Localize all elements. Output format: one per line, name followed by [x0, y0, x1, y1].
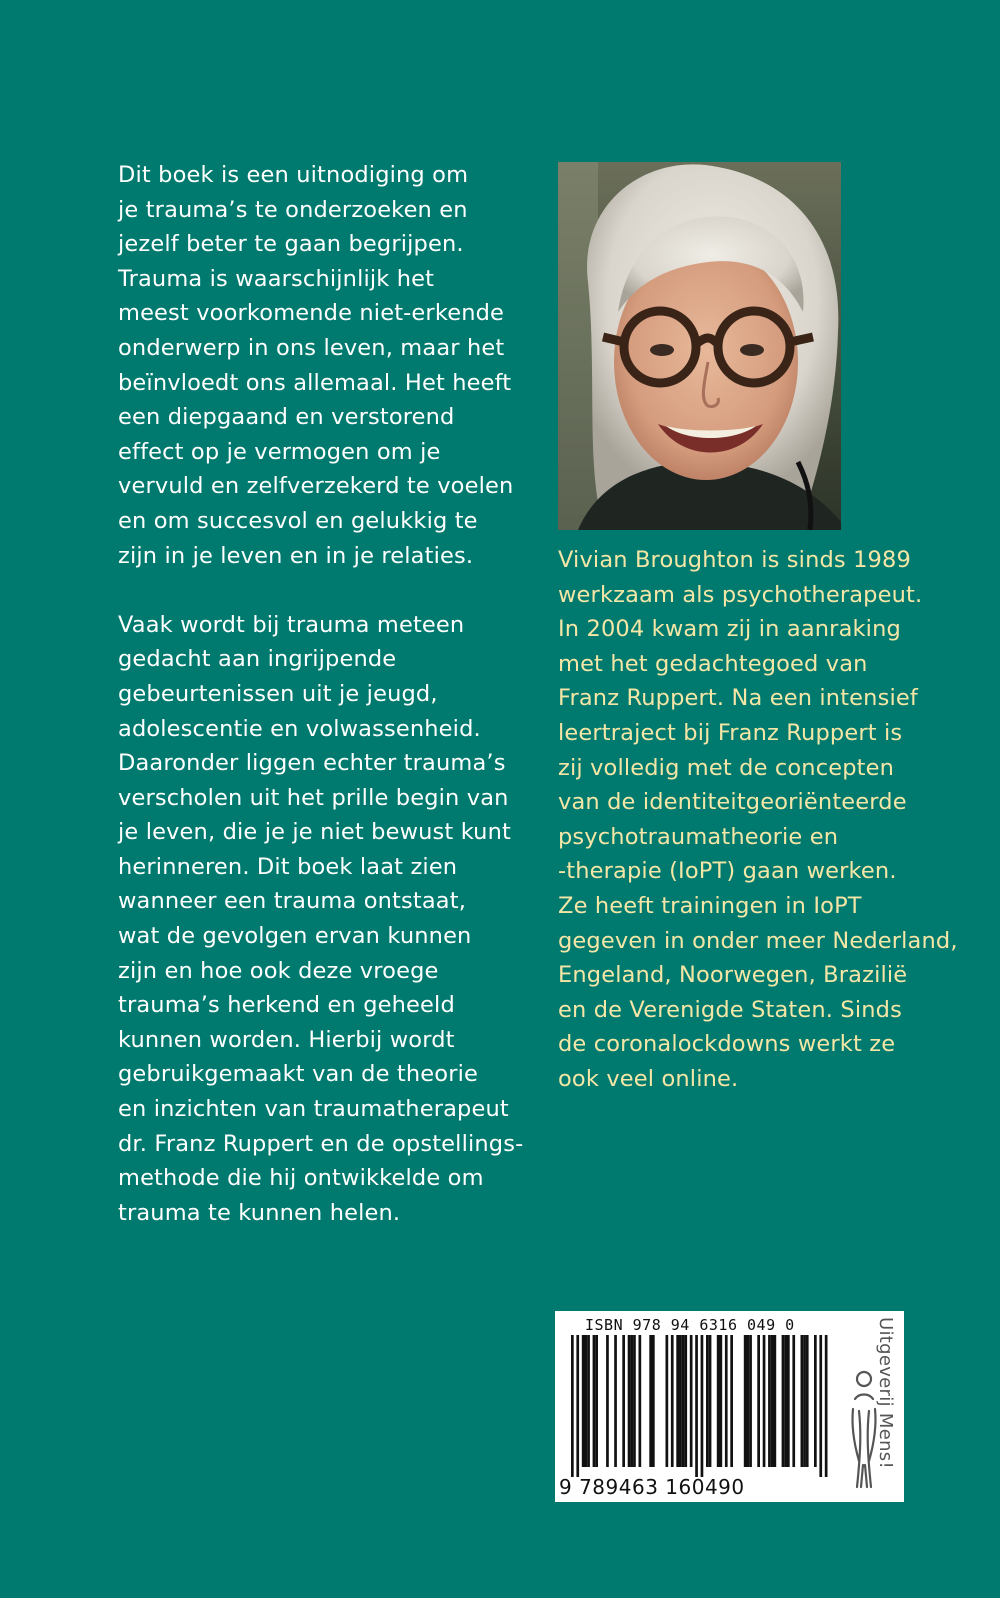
barcode-icon	[563, 1335, 835, 1477]
blurb-line: dr. Franz Ruppert en de opstellings-	[118, 1130, 524, 1157]
barcode-bar	[593, 1335, 596, 1467]
blurb-line: trauma’s herkend en geheeld	[118, 992, 455, 1019]
barcode-bar	[614, 1335, 617, 1467]
blurb-line: Vaak wordt bij trauma meteen	[118, 611, 465, 638]
barcode-bar	[730, 1335, 733, 1467]
barcode-bar	[628, 1335, 631, 1467]
barcode-bar	[774, 1335, 777, 1467]
bio-line: de coronalockdowns werkt ze	[558, 1031, 896, 1058]
blurb-line: je leven, die je je niet bewust kunt	[118, 819, 511, 846]
barcode-bar	[814, 1335, 817, 1467]
publisher-block	[845, 1311, 904, 1502]
barcode-bar	[768, 1335, 771, 1467]
blurb-line: effect op je vermogen om je	[118, 438, 441, 465]
barcode-bar	[576, 1335, 579, 1477]
publisher-name: Uitgeverij Mens!	[875, 1317, 896, 1469]
blurb-line: en inzichten van traumatherapeut	[118, 1096, 509, 1123]
barcode-bar	[819, 1335, 822, 1477]
barcode-bar	[763, 1335, 766, 1467]
blurb-line: trauma te kunnen helen.	[118, 1199, 401, 1226]
bio-line: Engeland, Noorwegen, Brazilië	[558, 962, 908, 989]
barcode-bar	[784, 1335, 787, 1467]
barcode-panel	[555, 1311, 904, 1502]
barcode-bar	[690, 1335, 693, 1467]
barcode-bar	[695, 1335, 698, 1477]
barcode-bar	[671, 1335, 674, 1467]
blurb-line: kunnen worden. Hierbij wordt	[118, 1026, 455, 1053]
back-cover-blurb	[118, 158, 538, 1230]
barcode-bar	[701, 1335, 704, 1477]
barcode-bar	[582, 1335, 585, 1467]
blurb-line: Dit boek is een uitnodiging om	[118, 162, 469, 188]
barcode-bar	[639, 1335, 642, 1467]
barcode-bar	[571, 1335, 574, 1477]
bio-line: leertraject bij Franz Ruppert is	[558, 719, 903, 746]
blurb-paragraph-1	[118, 158, 538, 573]
bio-line: Franz Ruppert. Na een intensief	[558, 685, 918, 712]
barcode-bar	[771, 1335, 774, 1467]
barcode-bar	[747, 1335, 750, 1467]
blurb-line: zijn in je leven en in je relaties.	[118, 542, 474, 569]
barcode-bar	[725, 1335, 728, 1467]
bio-line: zij volledig met de concepten	[558, 754, 895, 781]
blurb-line: zijn en hoe ook deze vroege	[118, 957, 439, 984]
barcode-bar	[595, 1335, 598, 1467]
barcode-bar	[757, 1335, 760, 1467]
barcode-bar	[825, 1335, 828, 1477]
blurb-line: gebruikgemaakt van de theorie	[118, 1061, 478, 1088]
barcode-bar	[630, 1335, 633, 1467]
blurb-line: jezelf beter te gaan begrijpen.	[118, 231, 464, 258]
isbn-label: ISBN 978 94 6316 049 0	[585, 1316, 795, 1334]
barcode-bar	[652, 1335, 655, 1467]
barcode-bar	[587, 1335, 590, 1467]
blurb-line: vervuld en zelfverzekerd te voelen	[118, 473, 514, 500]
barcode-bar	[720, 1335, 723, 1467]
bio-line: Ze heeft trainingen in IoPT	[558, 892, 862, 919]
barcode-bar	[803, 1335, 806, 1467]
barcode-bar	[806, 1335, 809, 1467]
barcode-bar	[666, 1335, 669, 1467]
bio-line: Vivian Broughton is sinds 1989	[558, 547, 911, 573]
author-photo	[558, 162, 841, 530]
barcode-bar	[709, 1335, 712, 1467]
blurb-line: meest voorkomende niet-erkende	[118, 300, 505, 327]
barcode-bar	[717, 1335, 720, 1467]
author-bio	[558, 543, 978, 1097]
bio-line: van de identiteitgeoriënteerde	[558, 789, 907, 816]
blurb-line: een diepgaand en verstorend	[118, 404, 455, 431]
bio-line: ook veel online.	[558, 1065, 739, 1092]
barcode-bar	[585, 1335, 588, 1467]
blurb-line: methode die hij ontwikkelde om	[118, 1165, 484, 1192]
barcode-bar	[622, 1335, 625, 1467]
blurb-line: gebeurtenissen uit je jeugd,	[118, 680, 438, 707]
blurb-line: gedacht aan ingrijpende	[118, 646, 397, 673]
barcode-bar	[682, 1335, 685, 1467]
bio-line: gegeven in onder meer Nederland,	[558, 927, 958, 954]
barcode-bar	[792, 1335, 795, 1467]
barcode-bar	[744, 1335, 747, 1467]
bio-line: en de Verenigde Staten. Sinds	[558, 996, 902, 1023]
blurb-line: adolescentie en volwassenheid.	[118, 715, 481, 742]
barcode-bar	[606, 1335, 609, 1467]
blurb-line: en om succesvol en gelukkig te	[118, 507, 478, 534]
blurb-line: Trauma is waarschijnlijk het	[118, 265, 435, 292]
barcode-bar	[787, 1335, 790, 1467]
bio-line: werkzaam als psychotherapeut.	[558, 581, 923, 608]
blurb-line: onderwerp in ons leven, maar het	[118, 334, 505, 361]
barcode-bar	[679, 1335, 682, 1467]
blurb-line: Daaronder liggen echter trauma’s	[118, 750, 506, 777]
blurb-line: wanneer een trauma ontstaat,	[118, 888, 467, 915]
barcode-bar	[782, 1335, 785, 1467]
barcode-bar	[706, 1335, 709, 1467]
blurb-line: verscholen uit het prille begin van	[118, 784, 509, 811]
blurb-line: beïnvloedt ons allemaal. Het heeft	[118, 369, 512, 396]
barcode-bar	[649, 1335, 652, 1467]
barcode-bar	[801, 1335, 804, 1467]
author-portrait-illustration	[558, 162, 841, 530]
bio-line: In 2004 kwam zij in aanraking	[558, 616, 901, 643]
blurb-line: herinneren. Dit boek laat zien	[118, 853, 458, 880]
bio-line: met het gedachtegoed van	[558, 650, 868, 677]
ean-digits: 9 789463 160490	[559, 1475, 745, 1499]
barcode-bar	[633, 1335, 636, 1467]
blurb-line: wat de gevolgen ervan kunnen	[118, 923, 472, 950]
bio-line: -therapie (IoPT) gaan werken.	[558, 858, 897, 885]
blurb-line: je trauma’s te onderzoeken en	[118, 196, 468, 223]
barcode-bar	[749, 1335, 752, 1467]
bio-line: psychotraumatheorie en	[558, 823, 839, 850]
blurb-paragraph-2	[118, 608, 538, 1231]
barcode-bar	[684, 1335, 687, 1467]
barcode-bar	[676, 1335, 679, 1467]
